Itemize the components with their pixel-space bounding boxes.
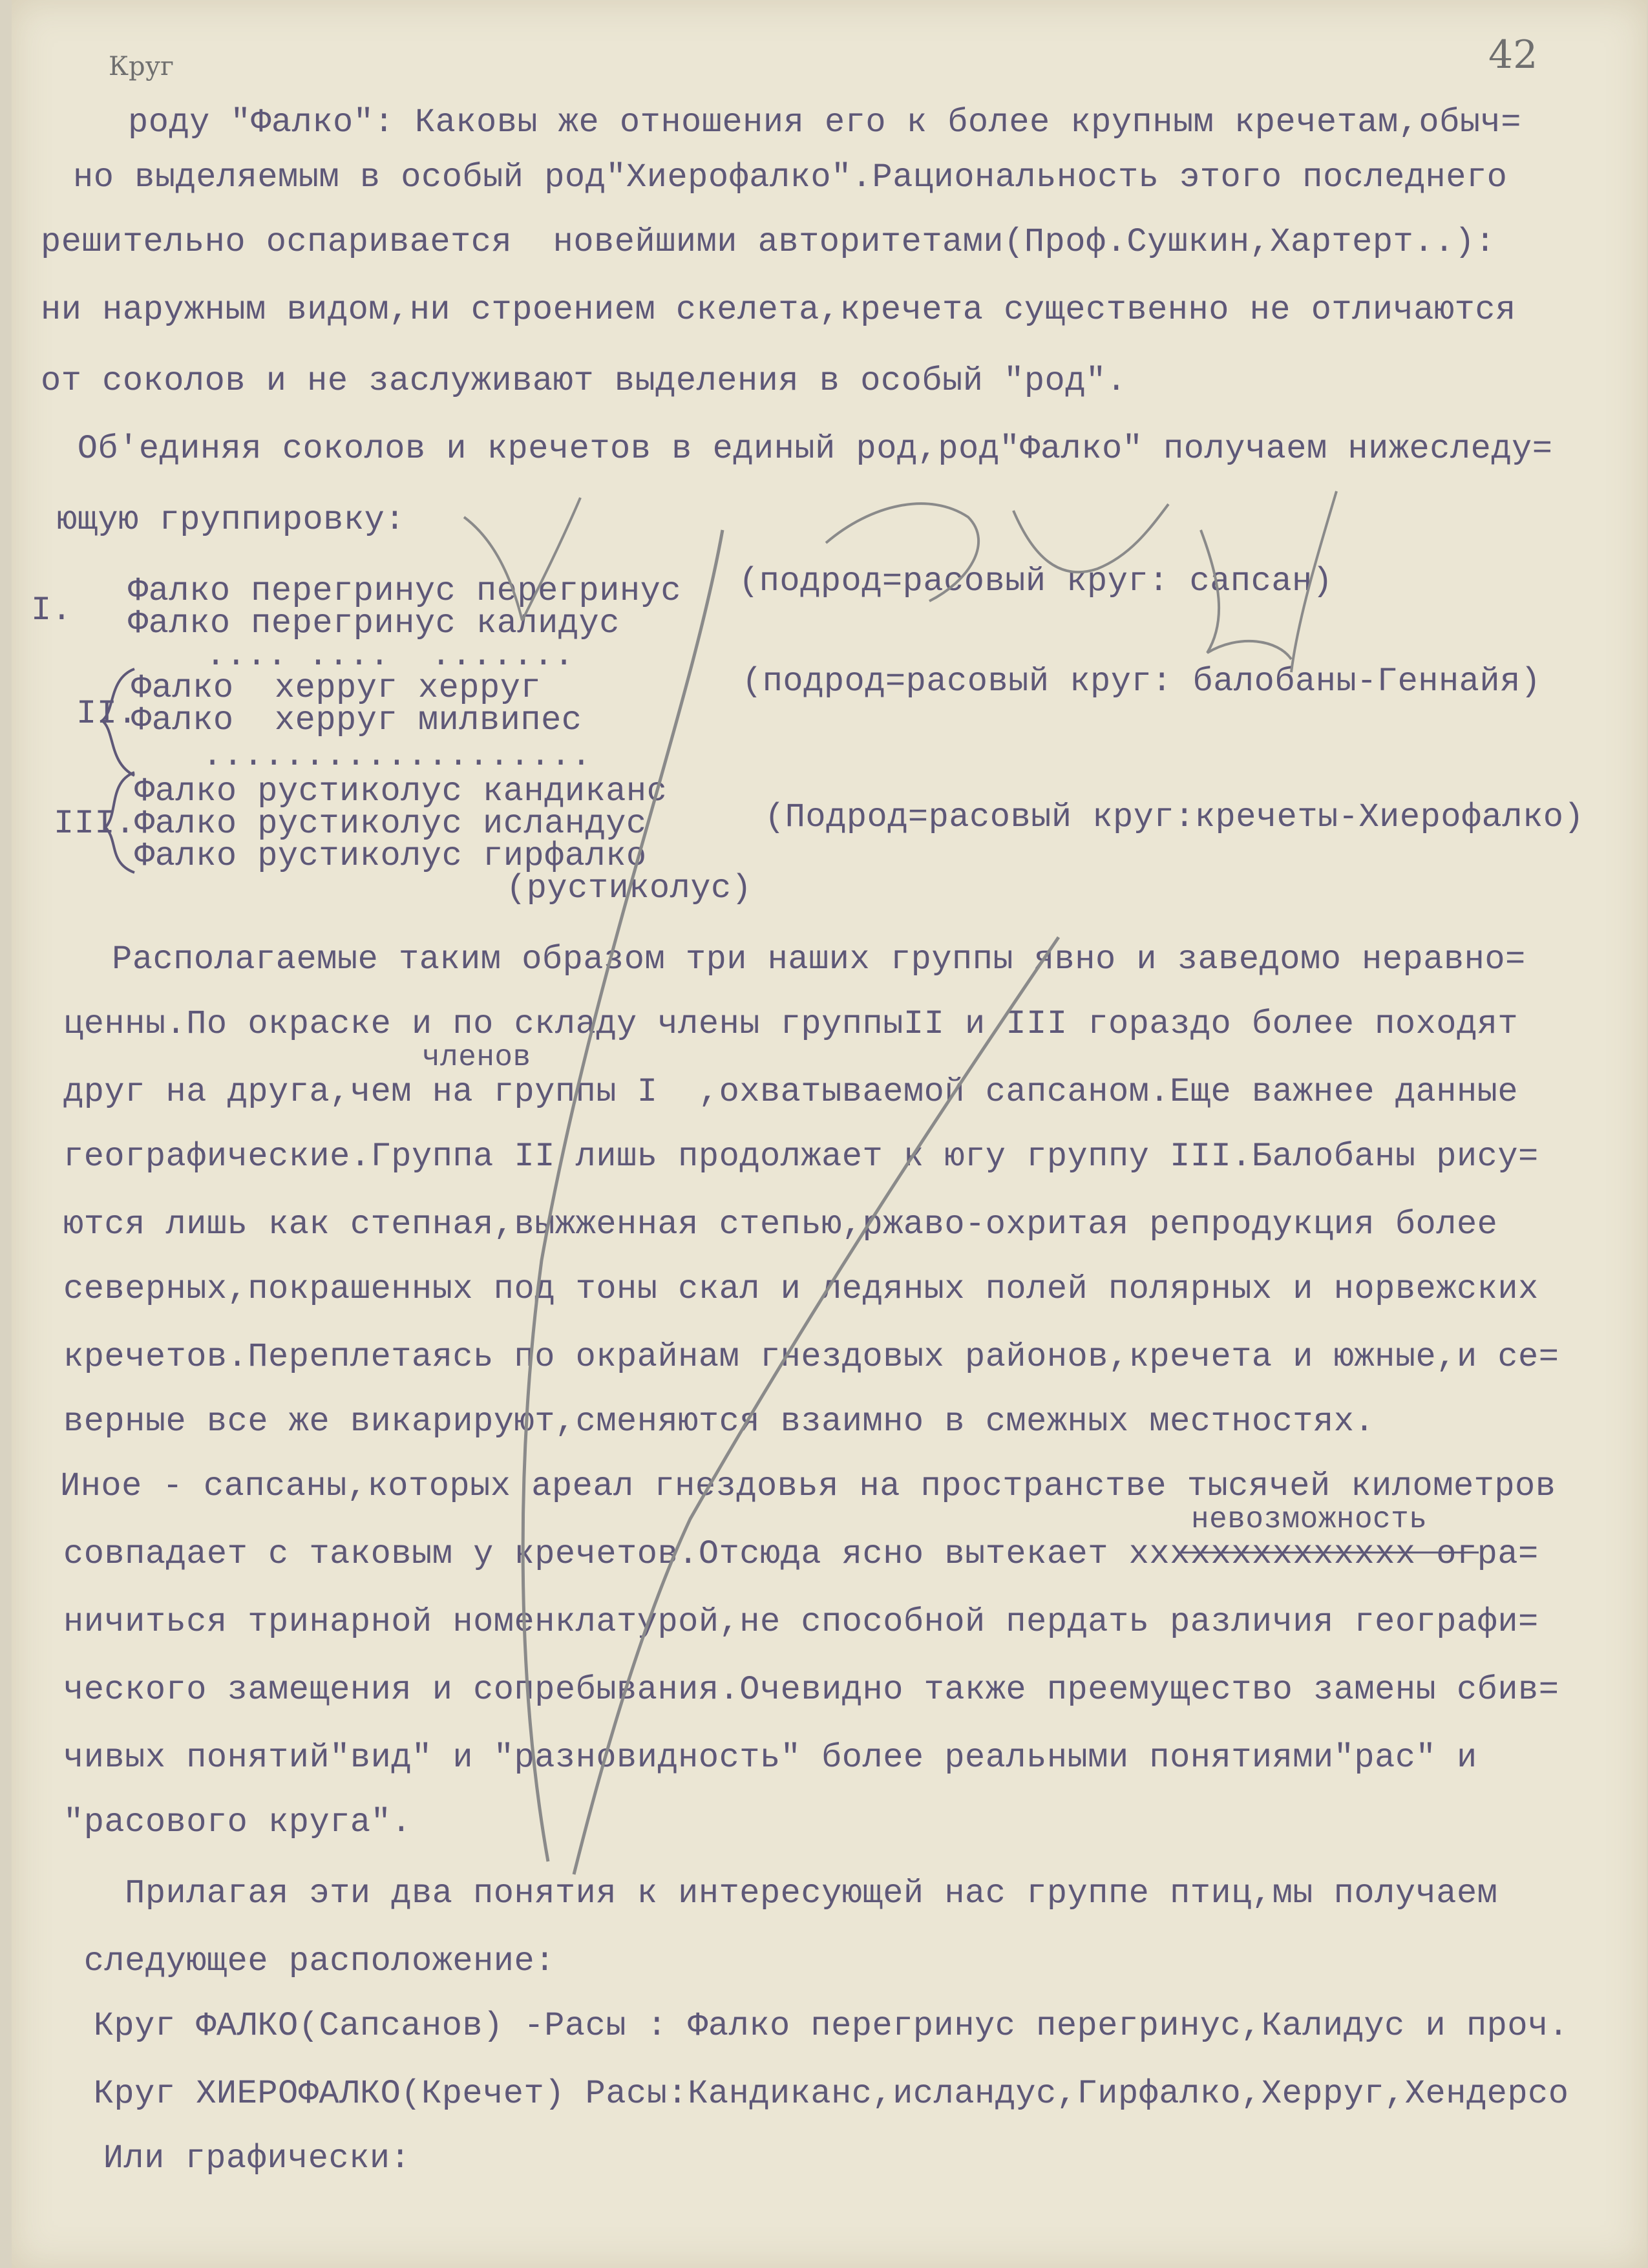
brace-group-ii [102, 669, 134, 776]
text-line: от соколов и не заслуживают выделения в особый "род". [41, 362, 1127, 400]
text-line: Круг ХИЕРОФАЛКО(Кречет) Расы:Кандиканс,исландус,Гирфалко,Херруг,Хендерсо [73, 2075, 1569, 2113]
text-line: ющую группировку: [57, 501, 405, 539]
species-name: Фалко херруг херруг [131, 669, 542, 707]
group-numeral: III. [54, 805, 136, 843]
text-line: роду "Фалко": Каковы же отношения его к более крупным кречетам,обыч= [128, 103, 1521, 142]
species-name: (рустиколус) [506, 869, 752, 907]
corner-note: Круг [109, 52, 174, 81]
species-name: Фалко рустиколус гирфалко [134, 837, 647, 875]
text-line: Круг ФАЛКО(Сапсанов) -Расы : Фалко перегринус перегринус,Калидус и проч. [73, 2007, 1569, 2045]
pencil-stroke [574, 937, 1059, 1874]
text-line: Иное - сапсаны,которых ареал гнездовья на пространстве тысячей километров [60, 1467, 1556, 1505]
group-note: (Подрод=расовый круг:кречеты-Хиерофалко) [765, 798, 1585, 836]
text-line: друг на друга,чем на группы I ,охватываемой сапсаном.Еще важнее данные [63, 1073, 1519, 1111]
page-number: 42 [1488, 32, 1538, 78]
text-line: Об'единяя соколов и кречетов в единый род,род"Фалко" получаем нижеследу= [57, 430, 1553, 468]
pencil-stroke [464, 498, 580, 620]
species-name: Фалко рустиколус кандиканс [134, 772, 668, 811]
text-line: верные все же викарируют,сменяются взаимно в смежных местностях. [63, 1403, 1375, 1441]
pencil-stroke [1013, 504, 1168, 572]
pencil-stroke [1291, 491, 1336, 672]
species-name: Фалко рустиколус исландус [134, 805, 647, 843]
pencil-stroke [826, 503, 978, 601]
species-name: Фалко перегринус калидус [128, 604, 620, 642]
text-line: северных,покрашенных под тоны скал и ледяных полей полярных и норвежских [63, 1270, 1539, 1308]
dot-leader: ................... [202, 737, 592, 775]
text-line: совпадает с таковым у кречетов.Отсюда ясно вытекает xxxxxxxxxxxxxx огра= [63, 1535, 1539, 1573]
inserted-word: членов [422, 1041, 531, 1074]
text-line: ничиться тринарной номенклатурой,не способной пердать различия географи= [63, 1603, 1539, 1641]
text-line: кречетов.Переплетаясь по окрайнам гнездовых районов,кречета и южные,и се= [63, 1338, 1559, 1376]
text-line: чивых понятий"вид" и "разновидность" более реальными понятиями"рас" и [63, 1739, 1477, 1777]
text-line: Или графически: [83, 2139, 411, 2178]
inserted-word: невозможность [1191, 1503, 1428, 1536]
text-line: но выделяемым в особый род"Хиерофалко".Рациональность этого последнего [73, 158, 1508, 196]
pencil-strokes [12, 0, 1647, 2268]
pencil-stroke [523, 530, 723, 1861]
dot-leader: .... .... ....... [206, 637, 575, 675]
pencil-stroke [1201, 530, 1291, 659]
text-line: ценны.По окраске и по складу члены группыII и III гораздо более походят [63, 1005, 1519, 1043]
text-line: следующее расположение: [63, 1942, 555, 1980]
text-line: географические.Группа II лишь продолжает к югу группу III.Балобаны рису= [63, 1138, 1539, 1176]
text-line: ни наружным видом,ни строением скелета,кречета существенно не отличаются [41, 291, 1516, 329]
group-numeral: I. [31, 591, 72, 630]
species-name: Фалко перегринус перегринус [128, 572, 682, 610]
brace-group-iii [105, 772, 134, 873]
group-numeral: II. [76, 695, 138, 733]
text-line: ются лишь как степная,выжженная степью,ржаво-охритая репродукция более [63, 1205, 1498, 1244]
text-line: ческого замещения и сопребывания.Очевидно также преемущество замены сбив= [63, 1671, 1559, 1709]
text-line: "расового круга". [63, 1803, 412, 1841]
text-line: Прилагая эти два понятия к интересующей нас группе птиц,мы получаем [63, 1874, 1498, 1913]
text-line: Располагаемые таким образом три наших группы явно и заведомо неравно= [50, 940, 1526, 979]
group-note: (подрод=расовый круг: балобаны-Геннайя) [742, 662, 1541, 701]
group-note: (подрод=расовый круг: сапсан) [739, 562, 1333, 600]
document-page [12, 0, 1647, 2268]
text-line: решительно оспаривается новейшими авторитетами(Проф.Сушкин,Хартерт..): [41, 223, 1496, 261]
species-name: Фалко херруг милвипес [131, 701, 582, 739]
